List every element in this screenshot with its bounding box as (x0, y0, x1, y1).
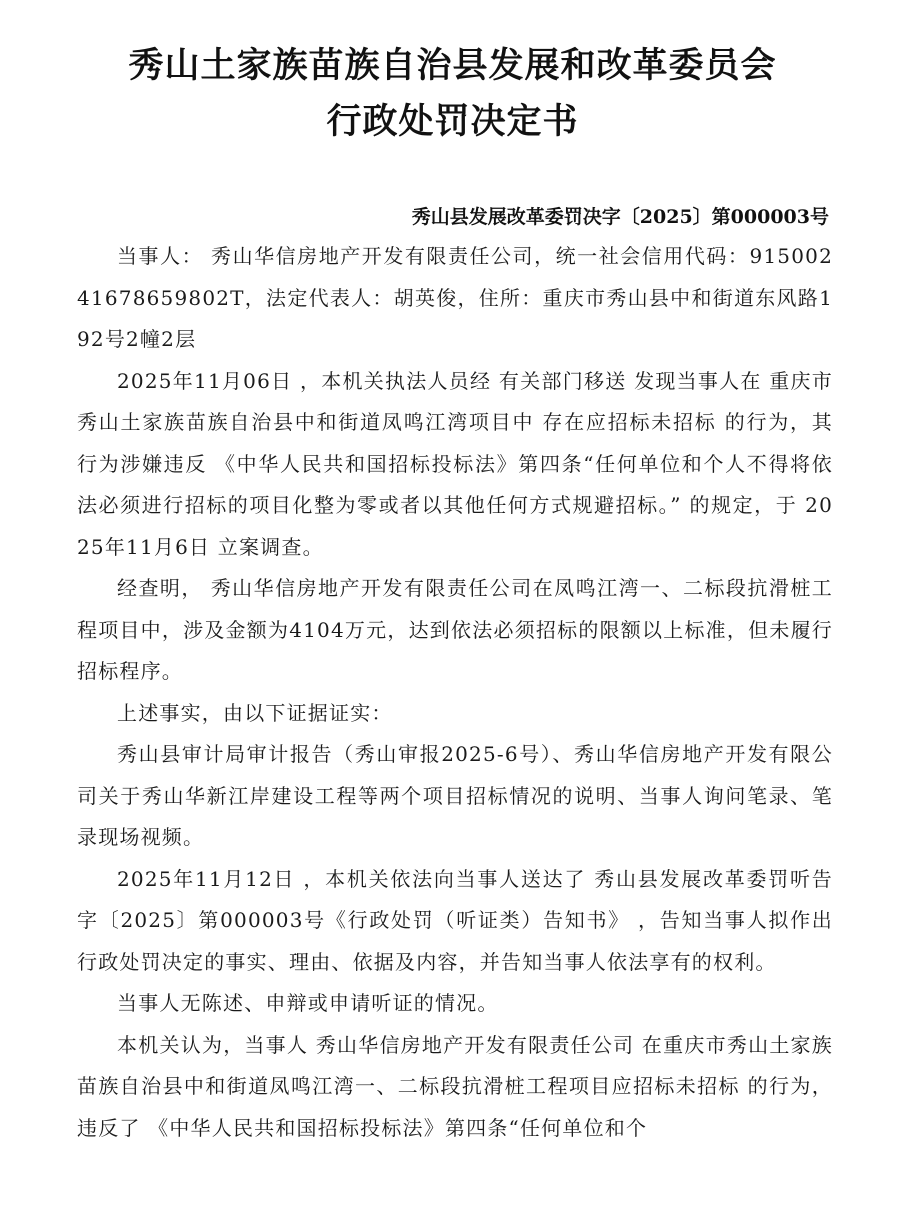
document-number: 秀山县发展改革委罚决字〔2025〕第000003号 (411, 206, 829, 228)
document-title-line-2: 行政处罚决定书 (326, 102, 579, 142)
paragraph-findings: 经查明， 秀山华信房地产开发有限责任公司在凤鸣江湾一、二标段抗滑桩工程项目中，涉及金额为4104万元，达到依法必须招标的限额以上标准，但未履行招标程序。 (77, 576, 833, 683)
paragraph-case-filing: 2025年11月06日 ，本机关执法人员经 有关部门移送 发现当事人在 重庆市秀山土家族苗族自治县中和街道凤鸣江湾项目中 存在应招标未招标 的行为，其行为涉嫌违反 《中华人民共和国招标投标法》第四条“任何单位和个人不得将依法必须进行招标的项目化整为零或者以其他任何方式规避招标。” 的规定，于 2025年11月6日 立案调查。 (77, 368, 833, 559)
paragraph-agency-opinion: 本机关认为，当事人 秀山华信房地产开发有限责任公司 在重庆市秀山土家族苗族自治县中和街道凤鸣江湾一、二标段抗滑桩工程项目应招标未招标 的行为，违反了 《中华人民共和国招标投标法》第四条“任何单位和个 (77, 1032, 833, 1140)
paragraph-party: 当事人： 秀山华信房地产开发有限责任公司，统一社会信用代码：91500241678659802T，法定代表人：胡英俊，住所：重庆市秀山县中和街道东风路192号2幢2层 (77, 244, 833, 351)
paragraph-no-statement: 当事人无陈述、申辩或申请听证的情况。 (117, 991, 499, 1015)
document-title-line-1: 秀山土家族苗族自治县发展和改革委员会 (128, 46, 777, 86)
document-body (77, 236, 833, 1149)
paragraph-evidence-list: 秀山县审计局审计报告（秀山审报2025-6号）、秀山华信房地产开发有限公司关于秀山华新江岸建设工程等两个项目招标情况的说明、当事人询问笔录、笔录现场视频。 (77, 742, 833, 849)
paragraph-evidence-intro: 上述事实，由以下证据证实： (117, 700, 393, 725)
paragraph-notice-served: 2025年11月12日 ，本机关依法向当事人送达了 秀山县发展改革委罚听告字〔2025〕第000003号《行政处罚（听证类）告知书》 ，告知当事人拟作出行政处罚决定的事实、理由、依据及内容，并告知当事人依法享有的权利。 (77, 866, 833, 974)
